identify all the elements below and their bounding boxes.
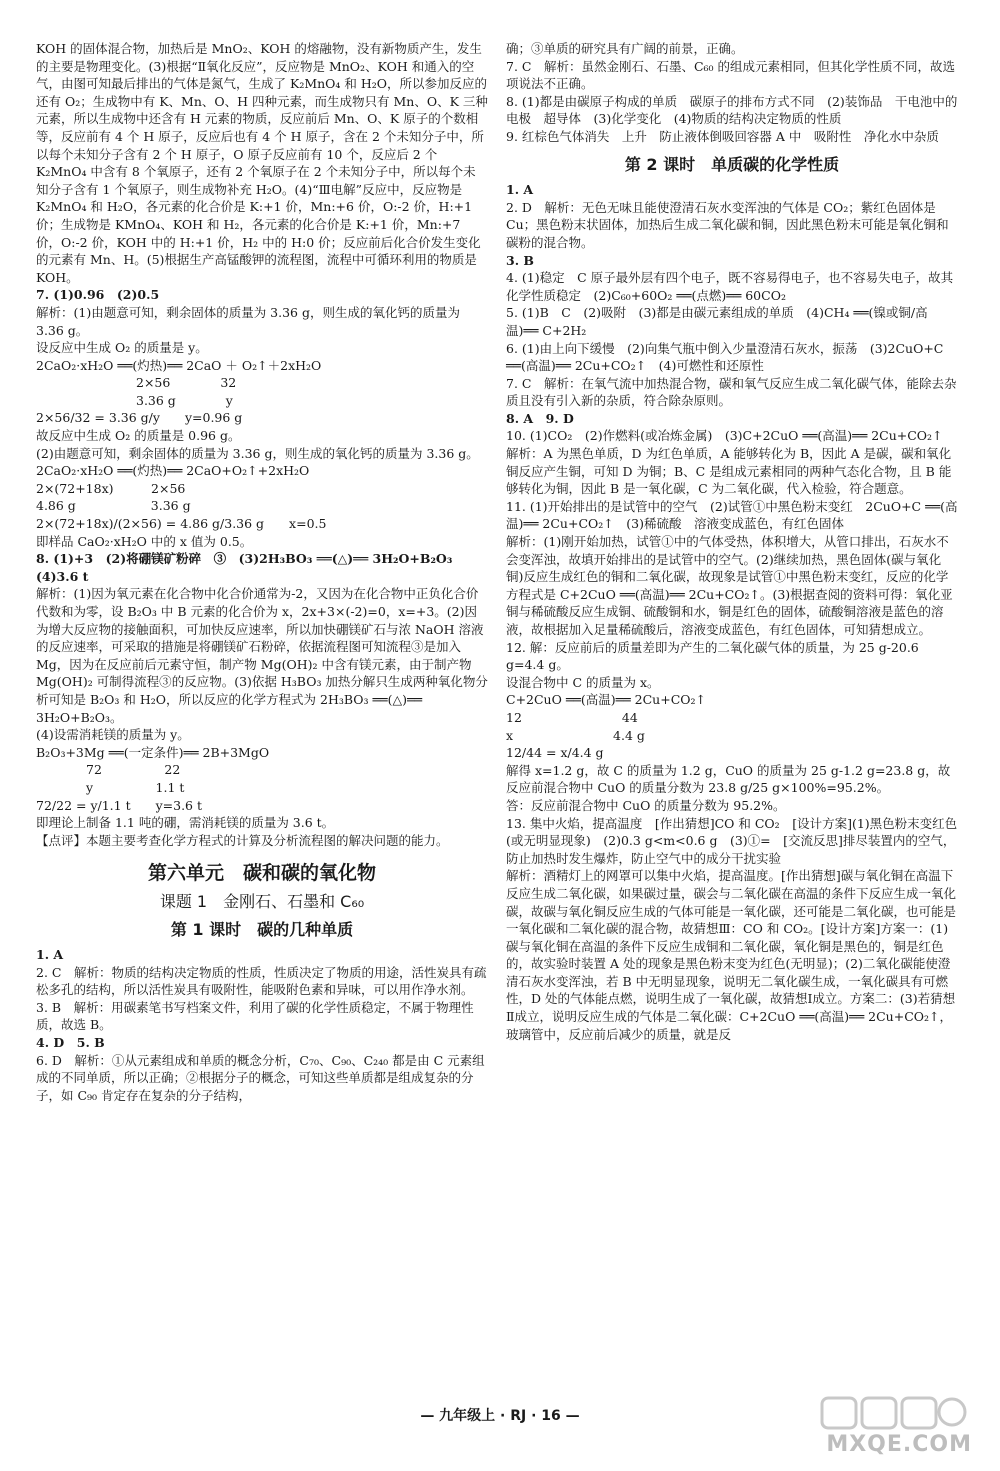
paragraph: 7. C 解析：虽然金刚石、石墨、C₆₀ 的组成元素相同，但其化学性质不同，故选项说法不正确。: [506, 58, 956, 92]
paragraph: 3. B 解析：用碳素笔书写档案文件，利用了碳的化学性质稳定，不属于物理性质，故选 B。: [36, 999, 474, 1033]
paragraph: 12 44: [506, 709, 638, 725]
lesson1-title: 第 1 课时 碳的几种单质: [170, 919, 354, 939]
paragraph: KOH 的固体混合物，加热后是 MnO₂、KOH 的熔融物，没有新物质产生，发生的主要是物理变化。(3)根据“Ⅱ氧化反应”，反应物是 MnO₂、KOH 和通入的空气，由图可知最后排出的气体是氮气，生成了 K₂MnO₄ 和 H₂O，所以参加反应的还有 O₂；生成物中有 K、Mn、O、H 四种元素，而生成物只有 Mn、O、K 三种元素，所以生成物中还含有 H 元素的物质，反应前后 Mn、O、K 原子的个数相等，反应前有 4 个 H 原子，反应后也有 4 个 H 原子，含在 2 个未知分子中，所以每个未知分子含有 2 个 H 原子，O 原子反应前有 10 个，反应后 2 个 K₂MnO₄ 中含有 8 个氧原子，还有 2 个氧原子在 2 个未知分子中，所以每个未知分子含有 1 个氧原子，则生成物补充 H₂O。(4)“Ⅲ电解”反应中，反应物是 K₂MnO₄ 和 H₂O，各元素的化合价是 K:+1 价，Mn:+6 价，O:-2 价，H:+1 价；生成物是 KMnO₄、KOH 和 H₂，各元素的化合价是 K:+1 价，Mn:+7 价，O:-2 价，KOH 中的 H:+1 价，H₂ 中的 H:0 价；反应前后化合价发生变化的元素有 Mn、H。(5)根据生产高锰酸钾的流程图，流程中可循环利用的物质是 KOH。: [36, 41, 488, 285]
paragraph: 1. A: [506, 182, 534, 198]
paragraph: 6. (1)由上向下缓慢 (2)向集气瓶中倒入少量澄清石灰水，振荡 (3)2CuO+C ══(高温)══ 2Cu+CO₂↑ (4)可燃性和还原性: [506, 340, 944, 374]
left-paragraphs: [36, 40, 488, 849]
paragraph: x 4.4 g: [506, 727, 645, 743]
paragraph: (4)设需消耗镁的质量为 y。: [36, 727, 190, 743]
paragraph: 解析：A 为黑色单质，D 为红色单质，A 能够转化为 B，因此 A 是碳，碳和氧化铜反应产生铜，可知 D 为铜；B、C 是组成元素相同的两种气态化合物，且 B 能够转化为铜，因此 B 是一氧化碳，C 为二氧化碳，代入检验，符合题意。: [506, 446, 952, 497]
paragraph: 解析：(1)因为氧元素在化合物中化合价通常为-2，又因为在化合物中正负化合价代数和为零，设 B₂O₃ 中 B 元素的化合价为 x，2x+3×(-2)=0，x=+3。(2)因为增大反应物的接触面积，可加快反应速率，所以加快硼镁矿石与浓 NaOH 溶液的反应速率，可采取的措施是将硼镁矿石粉碎，依据流程图可知流程③是加入 Mg，因为在反应前后元素守恒，制产物 Mg(OH)₂ 中含有镁元素，由于制产物 Mg(OH)₂ 可制得流程③的反应物。(3)依据 H₃BO₃ 加热分解只生成两种氧化物分析可知是 B₂O₃ 和 H₂O，所以反应的化学方程式为 2H₃BO₃ ══(△)══ 3H₂O+B₂O₃。: [36, 586, 488, 725]
watermark-text: MXQE.COM: [826, 1432, 972, 1457]
paragraph: 2. C 解析：物质的结构决定物质的性质，性质决定了物质的用途，活性炭具有疏松多孔的结构，所以活性炭具有吸附性，能吸附色素和异味，可以用作净水剂。: [36, 964, 487, 998]
paragraph: 8. (1)+3 (2)将硼镁矿粉碎 ③ (3)2H₃BO₃ ══(△)══ 3H₂O+B₂O₃: [36, 551, 453, 567]
left-paragraphs-after: [36, 946, 488, 1104]
paragraph: 2×(72+18x) 2×56: [36, 480, 186, 496]
paragraph: 7. (1)0.96 (2)0.5: [36, 287, 160, 303]
paragraph: 解析：(1)由题意可知，剩余固体的质量为 3.36 g，则生成的氧化钙的质量为 3.36 g。: [36, 304, 460, 338]
paragraph: 故反应中生成 O₂ 的质量是 0.96 g。: [36, 428, 241, 444]
paragraph: 12. 解：反应前后的质量差即为产生的二氧化碳气体的质量，为 25 g-20.6 g=4.4 g。: [506, 639, 919, 673]
paragraph: 13. 集中火焰，提高温度 [作出猜想]CO 和 CO₂ [设计方案](1)黑色粉末变红色(或无明显现象) (2)0.3 g<m<0.6 g (3)①= [交流反思]排尽装置内的空气，防止加热时发生爆炸，防止空气中的成分干扰实验: [506, 815, 958, 866]
paragraph: 8. (1)都是由碳原子构成的单质 碳原子的排布方式不同 (2)装饰品 干电池中的电极 超导体 (3)化学变化 (4)物质的结构决定物质的性质: [506, 93, 958, 127]
paragraph: 7. C 解析：在氧气流中加热混合物，碳和氧气反应生成二氧化碳气体，能除去杂质且没有引入新的杂质，符合除杂原则。: [506, 375, 957, 409]
paragraph: 【点评】本题主要考查化学方程式的计算及分析流程图的解决问题的能力。: [36, 832, 449, 848]
right-paragraphs: [506, 40, 958, 146]
right-column: [506, 40, 958, 1043]
paragraph: 答：反应前混合物中 CuO 的质量分数为 95.2%。: [506, 797, 786, 813]
paragraph: 确；③单质的研究具有广阔的前景，正确。: [506, 41, 744, 56]
paragraph: 解析：酒精灯上的网罩可以集中火焰，提高温度。[作出猜想]碳与氧化铜在高温下反应生成二氧化碳，如果碳过量，碳会与二氧化碳在高温的条件下反应生成一氧化碳，故碳与氧化铜反应生成的气体可能是一氧化碳，还可能是二氧化碳，也可能是一氧化碳和二氧化碳的混合物，故猜想Ⅲ：CO 和 CO₂。[设计方案]方案一：(1)碳与氧化铜在高温的条件下反应生成铜和二氧化碳，氧化铜是黑色的，铜是红色的，故实验时装置 A 处的现象是黑色粉末变为红色(无明显)；(2)二氧化碳能使澄清石灰水变浑浊，若 B 中无明显现象，说明无二氧化碳生成，一氧化碳具有可燃性，D 处的气体能点燃，说明生成了一氧化碳，故猜想Ⅰ成立。方案二：(3)若猜想Ⅱ成立，说明反应生成的气体是二氧化碳：C+2CuO ══(高温)══ 2Cu+CO₂↑，玻璃管中，反应前后减少的质量，就是反: [506, 868, 957, 1042]
paragraph: 4.86 g 3.36 g: [36, 498, 191, 514]
paragraph: 设反应中生成 O₂ 的质量是 y。: [36, 340, 208, 356]
paragraph: 2×56 32: [36, 375, 237, 391]
paragraph: 2×56/32 = 3.36 g/y y=0.96 g: [36, 410, 243, 426]
left-column: [36, 40, 488, 1104]
paragraph: 5. (1)B C (2)吸附 (3)都是由碳元素组成的单质 (4)CH₄ ══(镍或铜/高温)══ C+2H₂: [506, 305, 928, 338]
paragraph: 即样品 CaO₂·xH₂O 中的 x 值为 0.5。: [36, 533, 253, 549]
paragraph: 9. 红棕色气体消失 上升 防止液体倒吸回容器 A 中 吸附性 净化水中杂质: [506, 128, 939, 144]
unit-title: 第六单元 碳和碳的氧化物: [147, 862, 376, 885]
paragraph: 2CaO₂·xH₂O ══(灼热)══ 2CaO+O₂↑+2xH₂O: [36, 463, 310, 479]
paragraph: 3.36 g y: [36, 392, 233, 408]
paragraph: 11. (1)开始排出的是试管中的空气 (2)试管①中黑色粉末变红 2CuO+C ══(高温)══ 2Cu+CO₂↑ (3)稀硫酸 溶液变成蓝色，有红色固体: [506, 498, 958, 532]
paragraph: 12/44 = x/4.4 g: [506, 745, 604, 761]
page-footer: — 九年级上 · RJ · 16 —: [420, 1408, 580, 1424]
paragraph: 3. B: [506, 252, 534, 268]
paragraph: C+2CuO ══(高温)══ 2Cu+CO₂↑: [506, 692, 706, 708]
paragraph: B₂O₃+3Mg ══(一定条件)══ 2B+3MgO: [36, 744, 270, 760]
paragraph: 解得 x=1.2 g，故 C 的质量为 1.2 g，CuO 的质量为 25 g-1.2 g=23.8 g，故反应前混合物中 CuO 的质量分数为 23.8 g/25 g×100%=95.2%。: [506, 762, 951, 796]
paragraph: (2)由题意可知，剩余固体的质量为 3.36 g，则生成的氧化钙的质量为 3.36 g。: [36, 445, 479, 461]
topic-title: 课题 1 金刚石、石墨和 C₆₀: [159, 891, 365, 911]
paragraph: 1. A: [36, 947, 64, 963]
paragraph: 72/22 = y/1.1 t y=3.6 t: [36, 797, 203, 813]
paragraph: 2×(72+18x)/(2×56) = 4.86 g/3.36 g x=0.5: [36, 516, 327, 532]
paragraph: y 1.1 t: [36, 779, 185, 795]
paragraph: 设混合物中 C 的质量为 x。: [506, 674, 660, 690]
lesson2-title: 第 2 课时 单质碳的化学性质: [624, 154, 840, 174]
paragraph: 2. D 解析：无色无味且能使澄清石灰水变浑浊的气体是 CO₂；紫红色固体是 Cu；黑色粉末状固体，加热后生成二氧化碳和铜，因此黑色粉末可能是氧化铜和碳粉的混合物。: [506, 199, 949, 250]
paragraph: (4)3.6 t: [36, 568, 89, 584]
paragraph: 4. (1)稳定 C 原子最外层有四个电子，既不容易得电子，也不容易失电子，故其化学性质稳定 (2)C₆₀+60O₂ ══(点燃)══ 60CO₂: [506, 270, 954, 303]
paragraph: 4. D 5. B: [36, 1035, 105, 1051]
paragraph: 6. D 解析：①从元素组成和单质的概念分析，C₇₀、C₉₀、C₂₄₀ 都是由 C 元素组成的不同单质，所以正确；②根据分子的概念，可知这些单质都是组成复杂的分子，如 C₉₀ 肯定存在复杂的分子结构，: [36, 1052, 485, 1103]
paragraph: 2CaO₂·xH₂O ══(灼热)══ 2CaO ＋ O₂↑＋2xH₂O: [36, 357, 322, 373]
right-paragraphs-after: [506, 181, 958, 1043]
paragraph: 8. A 9. D: [506, 410, 574, 426]
paragraph: 解析：(1)刚开始加热，试管①中的气体受热，体积增大，从管口排出，石灰水不会变浑浊，故填开始排出的是试管中的空气。(2)继续加热，黑色固体(碳与氧化铜)反应生成红色的铜和二氧化碳，故现象是试管①中黑色粉末变红，反应的化学方程式是 C+2CuO ══(高温)══ 2Cu+CO₂↑。(3)根据查阅的资料可得：氧化亚铜与稀硫酸反应生成铜、硫酸铜和水，铜是红色的固体，硫酸铜溶液是蓝色的溶液，故根据加入足量稀硫酸后，溶液变成蓝色，有红色固体，可知猜想成立。: [506, 534, 953, 637]
paragraph: 10. (1)CO₂ (2)作燃料(或冶炼金属) (3)C+2CuO ══(高温)══ 2Cu+CO₂↑: [506, 428, 943, 444]
paragraph: 72 22: [36, 762, 181, 778]
paragraph: 即理论上制备 1.1 吨的硼，需消耗镁的质量为 3.6 t。: [36, 815, 335, 831]
